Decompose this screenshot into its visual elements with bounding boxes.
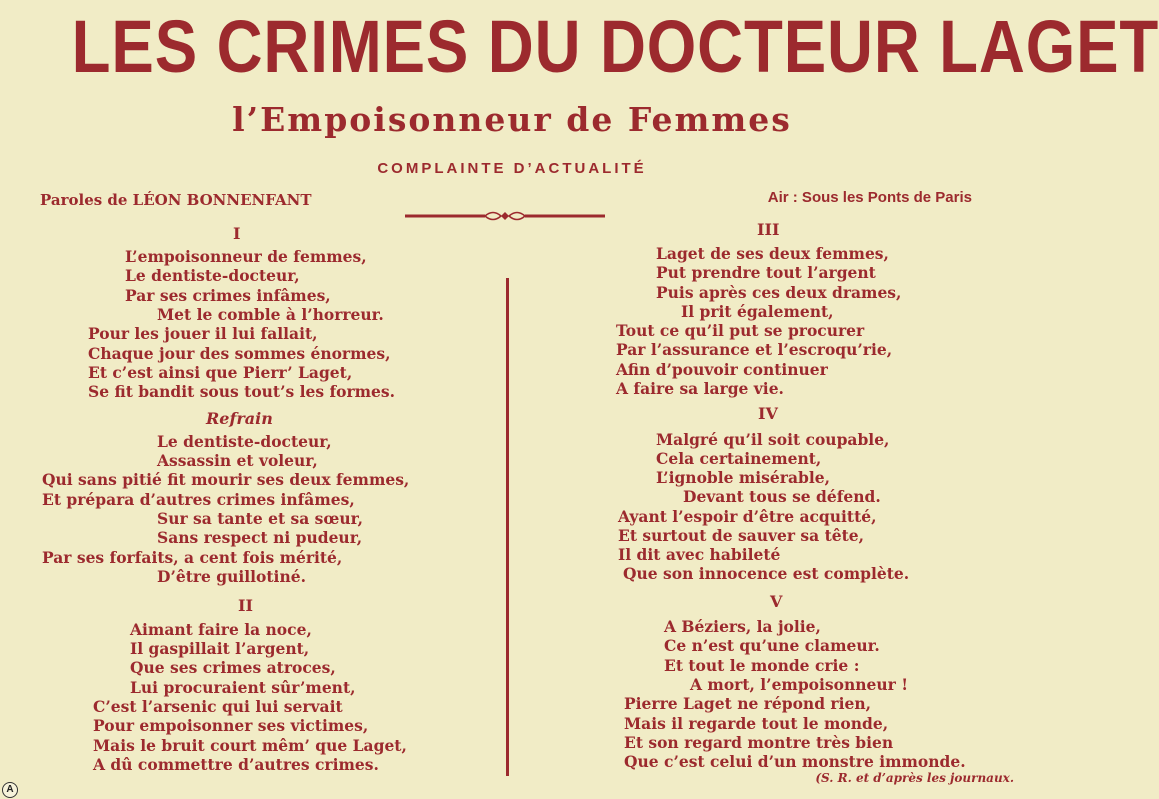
refrain-line: Assassin et voleur, [157,451,318,470]
verse-number: III [757,220,780,239]
verse-line: Par l’assurance et l’escroqu’rie, [616,340,893,359]
verse-line: Pierre Laget ne répond rien, [624,694,872,713]
refrain-line: Et prépara d’autres crimes infâmes, [42,490,355,509]
verse-line: Par ses crimes infâmes, [125,286,331,305]
verse-line: Mais il regarde tout le monde, [624,714,889,733]
refrain-line: D’être guillotiné. [157,567,306,586]
verse-line: A faire sa large vie. [616,379,784,398]
verse-line: Le dentiste-docteur, [125,266,300,285]
verse-line: Put prendre tout l’argent [656,263,876,282]
refrain-label: Refrain [206,409,273,428]
verse-line: Il gaspillait l’argent, [130,639,310,658]
verse-line: Cela certainement, [656,449,822,468]
genre-label: COMPLAINTE D’ACTUALITÉ [377,160,647,177]
verse-line: A mort, l’empoisonneur ! [690,675,908,694]
verse-number: IV [758,404,778,423]
verse-line: Tout ce qu’il put se procurer [616,321,865,340]
verse-line: C’est l’arsenic qui lui servait [93,697,343,716]
verse-line: Et surtout de sauver sa tête, [618,526,865,545]
tune-label: Air : Sous les Ponts de Paris [767,189,972,206]
verse-line: Et son regard montre très bien [624,733,894,752]
source-credit: (S. R. et d’après les journaux. [815,771,1014,785]
verse-line: Que son innocence est complète. [623,564,910,583]
verse-number: I [233,224,241,243]
verse-line: Il prit également, [681,302,834,321]
verse-line: Puis après ces deux drames, [656,283,902,302]
verse-number: V [770,592,783,611]
verse-line: Chaque jour des sommes énormes, [88,344,391,363]
verse-line: Et c’est ainsi que Pierr’ Laget, [88,363,353,382]
verse-line: Que c’est celui d’un monstre immonde. [624,752,966,771]
verse-line: L’ignoble misérable, [656,468,830,487]
page-title: LES CRIMES DU DOCTEUR LAGET [71,5,1159,88]
refrain-line: Le dentiste-docteur, [157,432,332,451]
lyrics-author: Paroles de LÉON BONNENFANT [40,191,312,209]
refrain-line: Qui sans pitié fit mourir ses deux femmes, [42,470,410,489]
verse-line: Met le comble à l’horreur. [157,305,384,324]
subtitle: l’Empoisonneur de Femmes [232,100,792,139]
verse-line: Aimant faire la noce, [130,620,312,639]
verse-line: Il dit avec habileté [618,545,781,564]
verse-line: Laget de ses deux femmes, [656,244,889,263]
verse-line: Pour les jouer il lui fallait, [88,324,318,343]
verse-line: Se fit bandit sous tout’s les formes. [88,382,396,401]
verse-line: Pour empoisonner ses victimes, [93,716,369,735]
verse-line: A Béziers, la jolie, [664,617,821,636]
verse-line: Ayant l’espoir d’être acquitté, [618,507,877,526]
verse-line: L’empoisonneur de femmes, [125,247,367,266]
watermark-badge: A [2,782,18,798]
verse-line: Mais le bruit court mêm’ que Laget, [93,736,407,755]
verse-line: Lui procuraient sûr’ment, [130,678,356,697]
verse-line: Que ses crimes atroces, [130,658,336,677]
verse-line: Et tout le monde crie : [664,656,860,675]
refrain-line: Par ses forfaits, a cent fois mérité, [42,548,343,567]
refrain-line: Sur sa tante et sa sœur, [157,509,364,528]
verse-line: Ce n’est qu’une clameur. [664,636,880,655]
verse-line: Devant tous se défend. [683,487,881,506]
verse-line: A dû commettre d’autres crimes. [93,755,379,774]
refrain-line: Sans respect ni pudeur, [157,528,363,547]
verse-number: II [238,596,253,615]
verse-line: Afin d’pouvoir continuer [616,360,828,379]
verse-line: Malgré qu’il soit coupable, [656,430,890,449]
